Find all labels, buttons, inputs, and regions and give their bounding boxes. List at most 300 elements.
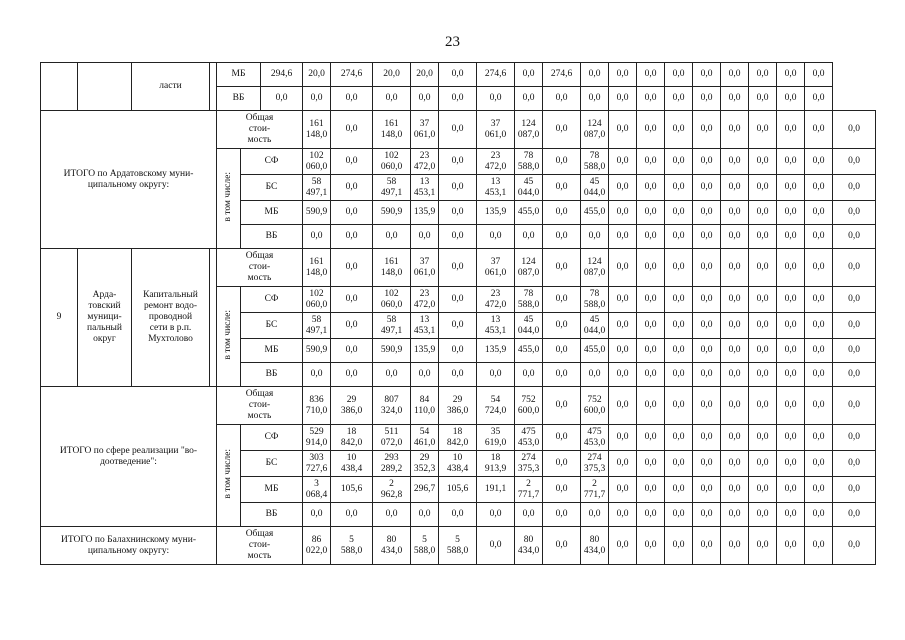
value-cell: 37 061,0 xyxy=(411,249,439,287)
value-cell: 0,0 xyxy=(833,527,876,565)
value-cell: 45 044,0 xyxy=(581,313,609,339)
value-cell: 0,0 xyxy=(543,503,581,527)
value-cell: 13 453,1 xyxy=(477,313,515,339)
value-cell: 161 148,0 xyxy=(303,249,331,287)
value-cell: 78 588,0 xyxy=(515,149,543,175)
value-cell: 37 061,0 xyxy=(477,249,515,287)
value-cell: 0,0 xyxy=(331,111,373,149)
value-cell: 0,0 xyxy=(543,387,581,425)
value-cell: 0,0 xyxy=(609,63,637,87)
value-cell: 0,0 xyxy=(749,339,777,363)
value-cell: 0,0 xyxy=(721,225,749,249)
value-cell: 0,0 xyxy=(693,175,721,201)
value-cell: 0,0 xyxy=(543,425,581,451)
source-label: МБ xyxy=(241,477,303,503)
value-cell: 0,0 xyxy=(665,287,693,313)
value-cell: 0,0 xyxy=(515,225,543,249)
value-cell: 0,0 xyxy=(693,503,721,527)
value-cell: 0,0 xyxy=(439,249,477,287)
value-cell: 80 434,0 xyxy=(515,527,543,565)
value-cell: 23 472,0 xyxy=(477,287,515,313)
value-cell: 0,0 xyxy=(303,225,331,249)
value-cell: 0,0 xyxy=(833,287,876,313)
total-cost-label: Общая стои- мость xyxy=(217,111,303,149)
value-cell: 0,0 xyxy=(749,451,777,477)
value-cell: 0,0 xyxy=(749,249,777,287)
value-cell: 18 842,0 xyxy=(439,425,477,451)
value-cell: 0,0 xyxy=(411,363,439,387)
value-cell: 0,0 xyxy=(777,477,805,503)
in-that-label: в том числе: xyxy=(223,309,233,360)
value-cell: 0,0 xyxy=(581,63,609,87)
value-cell: 0,0 xyxy=(693,527,721,565)
source-label: ВБ xyxy=(241,503,303,527)
value-cell: 0,0 xyxy=(833,425,876,451)
value-cell: 0,0 xyxy=(777,175,805,201)
table-row xyxy=(41,527,876,565)
value-cell: 0,0 xyxy=(721,503,749,527)
value-cell: 54 724,0 xyxy=(477,387,515,425)
value-cell: 0,0 xyxy=(637,339,665,363)
value-cell: 0,0 xyxy=(833,451,876,477)
value-cell: 0,0 xyxy=(777,63,805,87)
value-cell: 0,0 xyxy=(637,287,665,313)
value-cell: 475 453,0 xyxy=(515,425,543,451)
value-cell: 274,6 xyxy=(477,63,515,87)
value-cell: 58 497,1 xyxy=(373,313,411,339)
value-cell: 0,0 xyxy=(777,451,805,477)
value-cell: 0,0 xyxy=(693,339,721,363)
value-cell: 0,0 xyxy=(749,149,777,175)
value-cell: 80 434,0 xyxy=(373,527,411,565)
value-cell: 294,6 xyxy=(261,63,303,87)
value-cell: 2 771,7 xyxy=(581,477,609,503)
value-cell: 0,0 xyxy=(777,201,805,225)
value-cell: 124 087,0 xyxy=(581,249,609,287)
object-name-cell: Капитальный ремонт водо- проводной сети в р.п. Мухтолово xyxy=(132,249,210,387)
value-cell: 0,0 xyxy=(693,387,721,425)
value-cell: 0,0 xyxy=(543,313,581,339)
funding-table xyxy=(40,62,876,565)
value-cell: 0,0 xyxy=(833,201,876,225)
value-cell: 0,0 xyxy=(581,87,609,111)
value-cell: 0,0 xyxy=(805,313,833,339)
value-cell: 0,0 xyxy=(609,425,637,451)
source-label: МБ xyxy=(217,63,261,87)
value-cell: 5 588,0 xyxy=(439,527,477,565)
value-cell: 0,0 xyxy=(331,249,373,287)
value-cell: 0,0 xyxy=(609,249,637,287)
value-cell: 0,0 xyxy=(805,249,833,287)
value-cell: 0,0 xyxy=(637,111,665,149)
source-label: ВБ xyxy=(241,363,303,387)
value-cell: 0,0 xyxy=(693,201,721,225)
value-cell: 0,0 xyxy=(543,451,581,477)
value-cell: 0,0 xyxy=(609,503,637,527)
source-label: СФ xyxy=(241,287,303,313)
value-cell: 135,9 xyxy=(477,339,515,363)
value-cell: 455,0 xyxy=(515,339,543,363)
value-cell: 0,0 xyxy=(637,87,665,111)
value-cell: 0,0 xyxy=(833,149,876,175)
value-cell: 5 588,0 xyxy=(331,527,373,565)
value-cell: 0,0 xyxy=(609,451,637,477)
value-cell: 0,0 xyxy=(477,87,515,111)
value-cell: 511 072,0 xyxy=(373,425,411,451)
value-cell: 0,0 xyxy=(665,503,693,527)
value-cell: 0,0 xyxy=(833,477,876,503)
value-cell: 86 022,0 xyxy=(303,527,331,565)
value-cell: 0,0 xyxy=(373,87,411,111)
source-label: СФ xyxy=(241,425,303,451)
value-cell: 0,0 xyxy=(637,313,665,339)
object-name-cell: ласти xyxy=(132,63,210,111)
value-cell: 20,0 xyxy=(411,63,439,87)
value-cell: 84 110,0 xyxy=(411,387,439,425)
value-cell: 296,7 xyxy=(411,477,439,503)
value-cell: 0,0 xyxy=(439,287,477,313)
value-cell: 0,0 xyxy=(721,313,749,339)
value-cell: 0,0 xyxy=(833,313,876,339)
source-label: ВБ xyxy=(217,87,261,111)
value-cell: 54 461,0 xyxy=(411,425,439,451)
value-cell: 0,0 xyxy=(777,313,805,339)
page-number: 23 xyxy=(445,34,460,50)
value-cell: 102 060,0 xyxy=(303,149,331,175)
value-cell: 0,0 xyxy=(749,363,777,387)
total-title-cell: ИТОГО по сфере реализации "во- доотведение": xyxy=(41,387,217,527)
value-cell: 3 068,4 xyxy=(303,477,331,503)
value-cell: 0,0 xyxy=(665,387,693,425)
value-cell: 2 962,8 xyxy=(373,477,411,503)
value-cell: 0,0 xyxy=(609,287,637,313)
value-cell: 0,0 xyxy=(543,175,581,201)
value-cell: 18 842,0 xyxy=(331,425,373,451)
value-cell: 590,9 xyxy=(303,201,331,225)
value-cell: 0,0 xyxy=(665,363,693,387)
value-cell: 58 497,1 xyxy=(303,175,331,201)
value-cell: 0,0 xyxy=(331,87,373,111)
value-cell: 0,0 xyxy=(477,363,515,387)
value-cell: 0,0 xyxy=(833,111,876,149)
value-cell: 0,0 xyxy=(543,287,581,313)
value-cell: 0,0 xyxy=(749,201,777,225)
value-cell: 0,0 xyxy=(749,287,777,313)
value-cell: 0,0 xyxy=(665,249,693,287)
value-cell: 0,0 xyxy=(749,63,777,87)
total-cost-label: Общая стои- мость xyxy=(217,387,303,425)
value-cell: 0,0 xyxy=(439,225,477,249)
value-cell: 0,0 xyxy=(331,201,373,225)
in-that-cell xyxy=(217,149,241,249)
value-cell: 0,0 xyxy=(665,477,693,503)
value-cell: 0,0 xyxy=(439,149,477,175)
value-cell: 0,0 xyxy=(721,527,749,565)
value-cell: 0,0 xyxy=(833,363,876,387)
value-cell: 0,0 xyxy=(637,387,665,425)
value-cell: 0,0 xyxy=(805,477,833,503)
blank-cell xyxy=(210,249,217,387)
municipality-cell xyxy=(78,63,132,111)
value-cell: 0,0 xyxy=(439,503,477,527)
value-cell: 0,0 xyxy=(637,225,665,249)
value-cell: 37 061,0 xyxy=(477,111,515,149)
value-cell: 0,0 xyxy=(609,175,637,201)
value-cell: 78 588,0 xyxy=(581,149,609,175)
value-cell: 0,0 xyxy=(637,175,665,201)
value-cell: 78 588,0 xyxy=(515,287,543,313)
value-cell: 0,0 xyxy=(693,287,721,313)
value-cell: 0,0 xyxy=(609,477,637,503)
value-cell: 274 375,3 xyxy=(581,451,609,477)
source-label: БС xyxy=(241,313,303,339)
value-cell: 5 588,0 xyxy=(411,527,439,565)
value-cell: 0,0 xyxy=(749,503,777,527)
value-cell: 2 771,7 xyxy=(515,477,543,503)
value-cell: 0,0 xyxy=(833,175,876,201)
table-row xyxy=(41,249,876,287)
value-cell: 78 588,0 xyxy=(581,287,609,313)
value-cell: 37 061,0 xyxy=(411,111,439,149)
value-cell: 0,0 xyxy=(637,149,665,175)
value-cell: 0,0 xyxy=(637,503,665,527)
value-cell: 0,0 xyxy=(515,503,543,527)
value-cell: 80 434,0 xyxy=(581,527,609,565)
value-cell: 0,0 xyxy=(439,201,477,225)
in-that-label: в том числе: xyxy=(223,171,233,222)
value-cell: 0,0 xyxy=(665,339,693,363)
value-cell: 0,0 xyxy=(777,249,805,287)
value-cell: 0,0 xyxy=(331,363,373,387)
table-row xyxy=(41,111,876,149)
value-cell: 29 386,0 xyxy=(439,387,477,425)
value-cell: 0,0 xyxy=(721,363,749,387)
value-cell: 45 044,0 xyxy=(515,175,543,201)
blank-cell xyxy=(210,63,217,111)
value-cell: 0,0 xyxy=(439,313,477,339)
value-cell: 0,0 xyxy=(477,503,515,527)
value-cell: 475 453,0 xyxy=(581,425,609,451)
value-cell: 752 600,0 xyxy=(581,387,609,425)
value-cell: 0,0 xyxy=(749,477,777,503)
value-cell: 0,0 xyxy=(637,249,665,287)
value-cell: 0,0 xyxy=(777,149,805,175)
value-cell: 0,0 xyxy=(331,339,373,363)
value-cell: 0,0 xyxy=(637,451,665,477)
value-cell: 13 453,1 xyxy=(411,175,439,201)
value-cell: 0,0 xyxy=(411,503,439,527)
value-cell: 0,0 xyxy=(805,503,833,527)
value-cell: 105,6 xyxy=(331,477,373,503)
value-cell: 0,0 xyxy=(777,503,805,527)
value-cell: 0,0 xyxy=(543,225,581,249)
value-cell: 0,0 xyxy=(805,287,833,313)
value-cell: 0,0 xyxy=(749,87,777,111)
value-cell: 0,0 xyxy=(609,87,637,111)
value-cell: 0,0 xyxy=(331,149,373,175)
value-cell: 0,0 xyxy=(721,111,749,149)
value-cell: 135,9 xyxy=(477,201,515,225)
value-cell: 455,0 xyxy=(515,201,543,225)
value-cell: 0,0 xyxy=(609,313,637,339)
value-cell: 0,0 xyxy=(665,313,693,339)
value-cell: 0,0 xyxy=(665,175,693,201)
value-cell: 0,0 xyxy=(331,313,373,339)
value-cell: 18 913,9 xyxy=(477,451,515,477)
total-cost-label: Общая стои- мость xyxy=(217,249,303,287)
source-label: БС xyxy=(241,175,303,201)
value-cell: 0,0 xyxy=(581,225,609,249)
value-cell: 0,0 xyxy=(331,287,373,313)
value-cell: 0,0 xyxy=(303,363,331,387)
value-cell: 23 472,0 xyxy=(477,149,515,175)
value-cell: 161 148,0 xyxy=(303,111,331,149)
value-cell: 0,0 xyxy=(303,87,331,111)
in-that-cell xyxy=(217,287,241,387)
value-cell: 102 060,0 xyxy=(373,149,411,175)
value-cell: 0,0 xyxy=(805,451,833,477)
value-cell: 0,0 xyxy=(665,527,693,565)
value-cell: 0,0 xyxy=(693,111,721,149)
value-cell: 0,0 xyxy=(303,503,331,527)
value-cell: 58 497,1 xyxy=(373,175,411,201)
value-cell: 0,0 xyxy=(637,201,665,225)
value-cell: 0,0 xyxy=(805,339,833,363)
value-cell: 0,0 xyxy=(543,477,581,503)
value-cell: 23 472,0 xyxy=(411,287,439,313)
value-cell: 0,0 xyxy=(777,527,805,565)
source-label: МБ xyxy=(241,201,303,225)
value-cell: 135,9 xyxy=(411,201,439,225)
value-cell: 0,0 xyxy=(749,225,777,249)
value-cell: 0,0 xyxy=(693,313,721,339)
value-cell: 0,0 xyxy=(805,175,833,201)
value-cell: 0,0 xyxy=(721,249,749,287)
value-cell: 0,0 xyxy=(637,363,665,387)
value-cell: 0,0 xyxy=(721,87,749,111)
value-cell: 0,0 xyxy=(665,201,693,225)
value-cell: 0,0 xyxy=(439,175,477,201)
value-cell: 0,0 xyxy=(833,339,876,363)
value-cell: 0,0 xyxy=(721,201,749,225)
value-cell: 161 148,0 xyxy=(373,249,411,287)
value-cell: 0,0 xyxy=(749,425,777,451)
row-number-cell xyxy=(41,63,78,111)
value-cell: 45 044,0 xyxy=(515,313,543,339)
value-cell: 0,0 xyxy=(805,63,833,87)
value-cell: 0,0 xyxy=(665,87,693,111)
value-cell: 161 148,0 xyxy=(373,111,411,149)
value-cell: 0,0 xyxy=(543,149,581,175)
value-cell: 0,0 xyxy=(805,87,833,111)
total-title-cell: ИТОГО по Балахнинскому муни- ципальному округу: xyxy=(41,527,217,565)
value-cell: 0,0 xyxy=(777,287,805,313)
municipality-cell: Арда- товский муници- пальный округ xyxy=(78,249,132,387)
value-cell: 191,1 xyxy=(477,477,515,503)
value-cell: 0,0 xyxy=(261,87,303,111)
value-cell: 0,0 xyxy=(373,503,411,527)
value-cell: 590,9 xyxy=(303,339,331,363)
value-cell: 102 060,0 xyxy=(303,287,331,313)
value-cell: 0,0 xyxy=(805,527,833,565)
value-cell: 274 375,3 xyxy=(515,451,543,477)
value-cell: 0,0 xyxy=(609,387,637,425)
value-cell: 0,0 xyxy=(665,225,693,249)
value-cell: 0,0 xyxy=(581,363,609,387)
value-cell: 0,0 xyxy=(777,339,805,363)
value-cell: 0,0 xyxy=(609,363,637,387)
value-cell: 0,0 xyxy=(693,225,721,249)
value-cell: 0,0 xyxy=(693,425,721,451)
value-cell: 0,0 xyxy=(439,363,477,387)
value-cell: 0,0 xyxy=(721,287,749,313)
value-cell: 0,0 xyxy=(693,451,721,477)
value-cell: 45 044,0 xyxy=(581,175,609,201)
value-cell: 0,0 xyxy=(721,339,749,363)
value-cell: 274,6 xyxy=(543,63,581,87)
value-cell: 0,0 xyxy=(637,425,665,451)
source-label: ВБ xyxy=(241,225,303,249)
value-cell: 0,0 xyxy=(331,175,373,201)
source-label: МБ xyxy=(241,339,303,363)
value-cell: 0,0 xyxy=(373,225,411,249)
value-cell: 0,0 xyxy=(477,527,515,565)
value-cell: 0,0 xyxy=(749,175,777,201)
value-cell: 124 087,0 xyxy=(515,111,543,149)
value-cell: 13 453,1 xyxy=(477,175,515,201)
value-cell: 0,0 xyxy=(805,111,833,149)
in-that-cell xyxy=(217,425,241,527)
value-cell: 0,0 xyxy=(543,201,581,225)
value-cell: 0,0 xyxy=(777,425,805,451)
value-cell: 0,0 xyxy=(693,363,721,387)
value-cell: 124 087,0 xyxy=(515,249,543,287)
value-cell: 0,0 xyxy=(721,425,749,451)
value-cell: 29 352,3 xyxy=(411,451,439,477)
value-cell: 0,0 xyxy=(693,249,721,287)
value-cell: 0,0 xyxy=(721,477,749,503)
value-cell: 0,0 xyxy=(515,363,543,387)
value-cell: 836 710,0 xyxy=(303,387,331,425)
value-cell: 0,0 xyxy=(805,425,833,451)
value-cell: 0,0 xyxy=(693,149,721,175)
source-label: БС xyxy=(241,451,303,477)
value-cell: 0,0 xyxy=(373,363,411,387)
value-cell: 35 619,0 xyxy=(477,425,515,451)
value-cell: 0,0 xyxy=(665,425,693,451)
value-cell: 20,0 xyxy=(303,63,331,87)
value-cell: 0,0 xyxy=(749,111,777,149)
value-cell: 0,0 xyxy=(543,527,581,565)
value-cell: 0,0 xyxy=(805,201,833,225)
value-cell: 293 289,2 xyxy=(373,451,411,477)
value-cell: 0,0 xyxy=(439,111,477,149)
value-cell: 0,0 xyxy=(665,451,693,477)
value-cell: 20,0 xyxy=(373,63,411,87)
value-cell: 0,0 xyxy=(543,249,581,287)
value-cell: 0,0 xyxy=(637,527,665,565)
value-cell: 0,0 xyxy=(331,503,373,527)
value-cell: 274,6 xyxy=(331,63,373,87)
value-cell: 23 472,0 xyxy=(411,149,439,175)
value-cell: 0,0 xyxy=(331,225,373,249)
value-cell: 0,0 xyxy=(665,149,693,175)
value-cell: 105,6 xyxy=(439,477,477,503)
in-that-label: в том числе: xyxy=(223,448,233,499)
value-cell: 0,0 xyxy=(609,527,637,565)
value-cell: 0,0 xyxy=(721,451,749,477)
value-cell: 10 438,4 xyxy=(439,451,477,477)
